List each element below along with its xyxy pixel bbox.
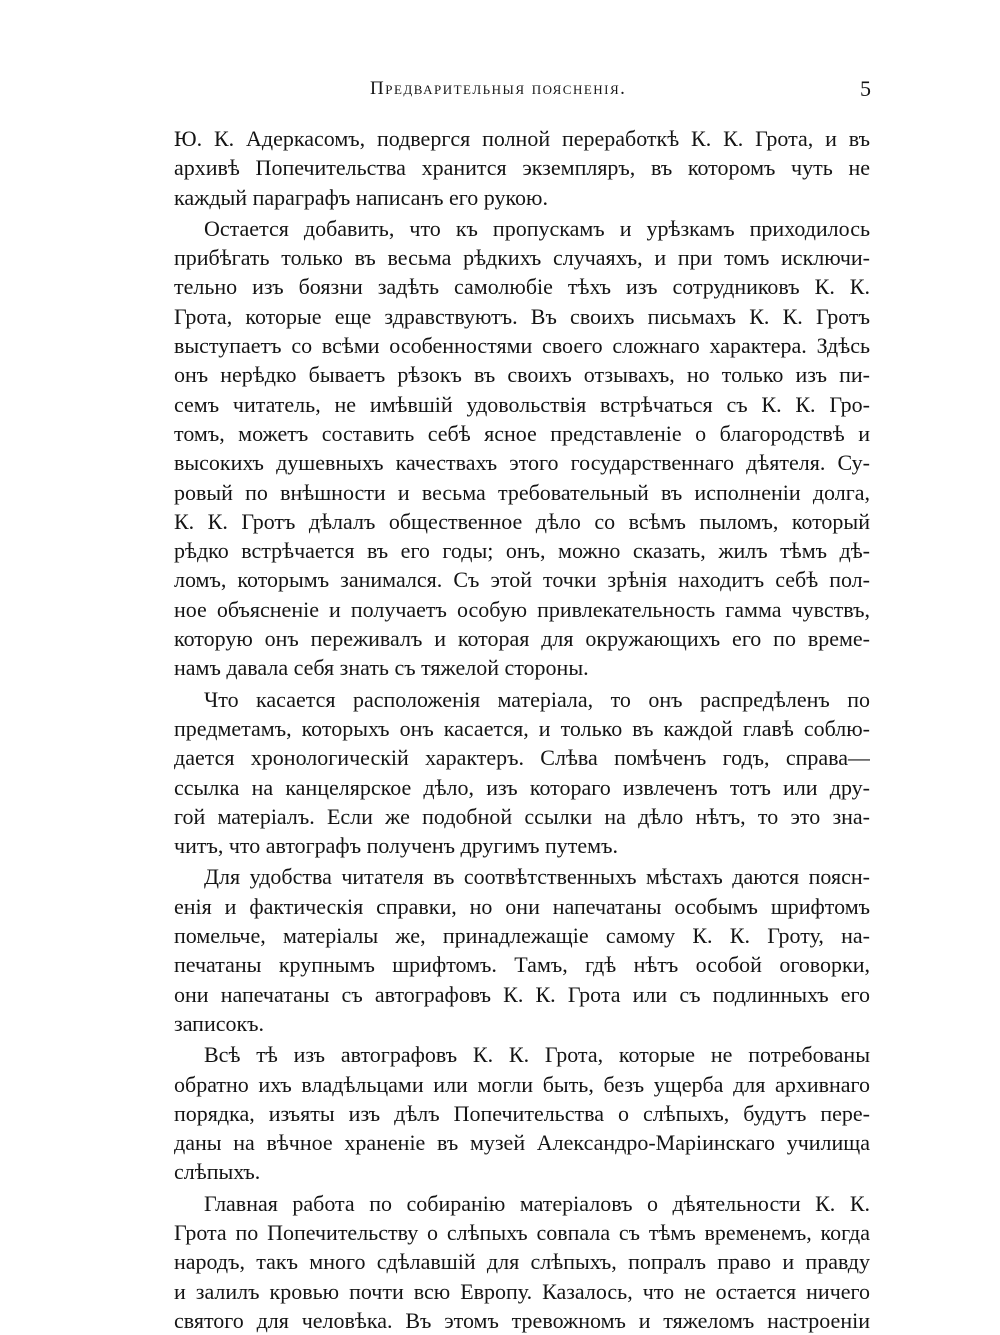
text-line: читъ, что автографъ полученъ другимъ путемъ.	[174, 833, 618, 859]
text-line: тельно изъ боязни задѣть самолюбіе тѣхъ изъ сотрудниковъ К. К.	[174, 274, 870, 300]
text-line: Грота по Попечительству о слѣпыхъ совпала съ тѣмъ временемъ, когда	[174, 1219, 870, 1245]
text-line: и залилъ кровью почти всю Европу. Казалось, что не остается ничего	[174, 1278, 870, 1304]
text-line: слѣпыхъ.	[174, 1159, 261, 1185]
text-line: обратно ихъ владѣльцами или могли быть, безъ ущерба для архивнаго	[174, 1071, 870, 1097]
text-line: архивѣ Попечительства хранится экземпляръ, въ которомъ чуть не	[174, 155, 870, 181]
text-line: Для удобства читателя въ соотвѣтственныхъ мѣстахъ даются поясн-	[204, 864, 870, 890]
text-line: святого для человѣка. Въ этомъ тревожномъ и тяжеломъ настроеніи	[174, 1307, 870, 1333]
text-line: порядка, изъяты изъ дѣлъ Попечительства о слѣпыхъ, будутъ пере-	[174, 1100, 870, 1126]
text-line: которую онъ переживалъ и которая для окружающихъ его по време-	[174, 626, 870, 652]
text-line: высокихъ душевныхъ качествахъ этого государственнаго дѣятеля. Су-	[174, 450, 870, 476]
text-line: Ю. К. Адеркасомъ, подвергся полной переработкѣ К. К. Грота, и въ	[174, 126, 870, 151]
text-line: Что касается расположенія матеріала, то онъ распредѣленъ по	[204, 686, 870, 712]
text-line: Грота, которые еще здравствуютъ. Въ своихъ письмахъ К. К. Гротъ	[174, 303, 870, 329]
text-line: енія и фактическія справки, но они напечатаны особымъ шрифтомъ	[174, 893, 870, 919]
text-line: онъ нерѣдко бываетъ рѣзокъ въ своихъ отзывахъ, но только изъ пи-	[174, 362, 870, 388]
paragraph	[174, 1189, 870, 1335]
paragraph	[174, 862, 870, 1038]
text-line: прибѣгать только въ весьма рѣдкихъ случаяхъ, и при томъ исключи-	[174, 245, 870, 271]
text-line: помельче, матеріалы же, принадлежащіе самому К. К. Гроту, на-	[174, 923, 870, 949]
text-line: рѣдко встрѣчается въ его годы; онъ, можно сказать, жилъ тѣмъ дѣ-	[174, 538, 870, 564]
paragraph	[174, 685, 870, 861]
text-line: дается хронологическій характеръ. Слѣва помѣченъ годъ, справа—	[174, 745, 870, 771]
text-line: гой матеріалъ. Если же подобной ссылки на дѣло нѣтъ, то это зна-	[174, 803, 870, 829]
text-line: ное объясненіе и получаетъ особую привлекательность гамма чувствъ,	[174, 596, 870, 622]
text-line: печатаны крупнымъ шрифтомъ. Тамъ, гдѣ нѣтъ особой оговорки,	[174, 952, 870, 978]
body-text	[174, 124, 870, 1335]
text-line: даны на вѣчное храненіе въ музей Александро-Маріинскаго училища	[174, 1130, 870, 1156]
page-number: 5	[860, 76, 871, 101]
text-line: каждый параграфъ написанъ его рукою.	[174, 184, 548, 210]
text-line: семъ читатель, не имѣвшій удовольствія встрѣчаться съ К. К. Гро-	[174, 391, 870, 417]
text-line: ломъ, которымъ занимался. Съ этой точки зрѣнія находитъ себѣ пол-	[174, 567, 870, 593]
text-line: предметамъ, которыхъ онъ касается, и только въ каждой главѣ соблю-	[174, 715, 870, 741]
text-line: намъ давала себя знать съ тяжелой стороны.	[174, 655, 589, 681]
text-line: ровый по внѣшности и весьма требовательный въ исполненіи долга,	[174, 479, 870, 505]
text-line: Главная работа по собиранію матеріаловъ о дѣятельности К. К.	[204, 1190, 870, 1216]
text-line: ссылка на канцелярское дѣло, изъ котораго извлеченъ тотъ или дру-	[174, 774, 870, 800]
paragraph	[174, 1040, 870, 1186]
paragraph	[174, 214, 870, 683]
text-line: записокъ.	[174, 1010, 265, 1036]
text-line: томъ, можетъ составить себѣ ясное представленіе о благородствѣ и	[174, 420, 870, 446]
text-line: они напечатаны съ автографовъ К. К. Грота или съ подлинныхъ его	[174, 981, 870, 1007]
text-line: выступаетъ со всѣми особенностями своего сложнаго характера. Здѣсь	[174, 333, 870, 359]
text-line: Остается добавить, что къ пропускамъ и урѣзкамъ приходилось	[204, 215, 870, 241]
text-line: Всѣ тѣ изъ автографовъ К. К. Грота, которые не потребованы	[204, 1042, 870, 1068]
text-line: народъ, такъ много сдѣлавшій для слѣпыхъ, попралъ право и правду	[174, 1249, 870, 1275]
running-title: Предварительныя поясненія.	[370, 78, 627, 99]
text-line: К. К. Гротъ дѣлалъ общественное дѣло со всѣмъ пыломъ, который	[174, 508, 870, 534]
paragraph	[174, 124, 870, 212]
